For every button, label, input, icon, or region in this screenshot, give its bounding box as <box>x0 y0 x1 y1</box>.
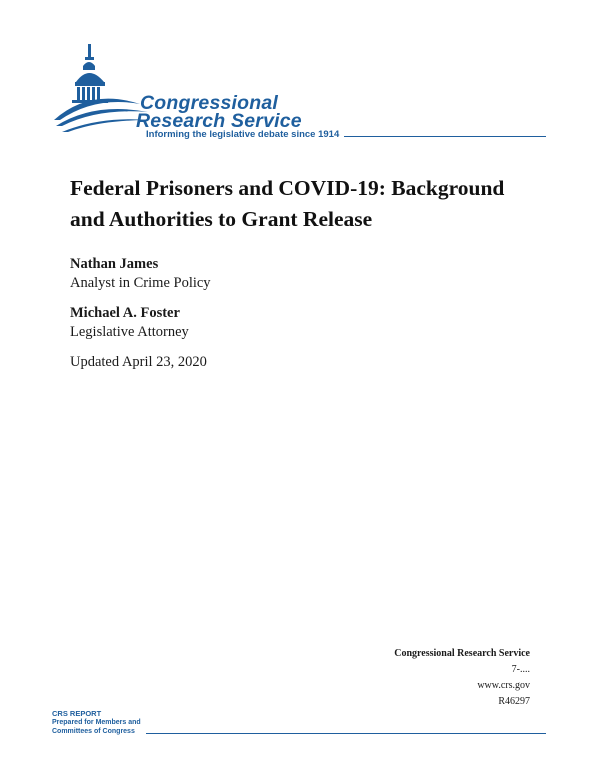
footer-label <box>52 709 141 736</box>
capitol-dome-icon <box>50 38 150 148</box>
footer-line2: Prepared for Members and <box>52 719 141 726</box>
brand-tagline: Informing the legislative debate since 1914 <box>146 129 340 140</box>
crs-website-link[interactable]: www.crs.gov <box>477 680 530 691</box>
footer-rule <box>146 733 546 734</box>
footer-line1: CRS REPORT <box>52 709 102 718</box>
report-number: R46297 <box>498 696 530 707</box>
brand-name-line1: Congressional <box>140 92 279 114</box>
author-name: Nathan James <box>70 256 159 272</box>
author-role: Legislative Attorney <box>70 324 189 340</box>
report-title: Federal Prisoners and COVID-19: Background and Authorities to Grant Release <box>70 176 505 231</box>
report-date: Updated April 23, 2020 <box>70 354 207 370</box>
tagline-rule <box>344 136 546 137</box>
author-role: Analyst in Crime Policy <box>70 275 211 291</box>
author-block <box>70 304 370 342</box>
author-block <box>70 255 370 293</box>
crs-logo <box>50 38 550 148</box>
brand-name-line2: Research Service <box>136 110 302 132</box>
crs-info-block <box>394 646 530 710</box>
footer-line3: Committees of Congress <box>52 728 135 735</box>
author-name: Michael A. Foster <box>70 305 180 321</box>
crs-phone: 7-.... <box>511 664 530 675</box>
crs-org-name: Congressional Research Service <box>394 648 530 659</box>
